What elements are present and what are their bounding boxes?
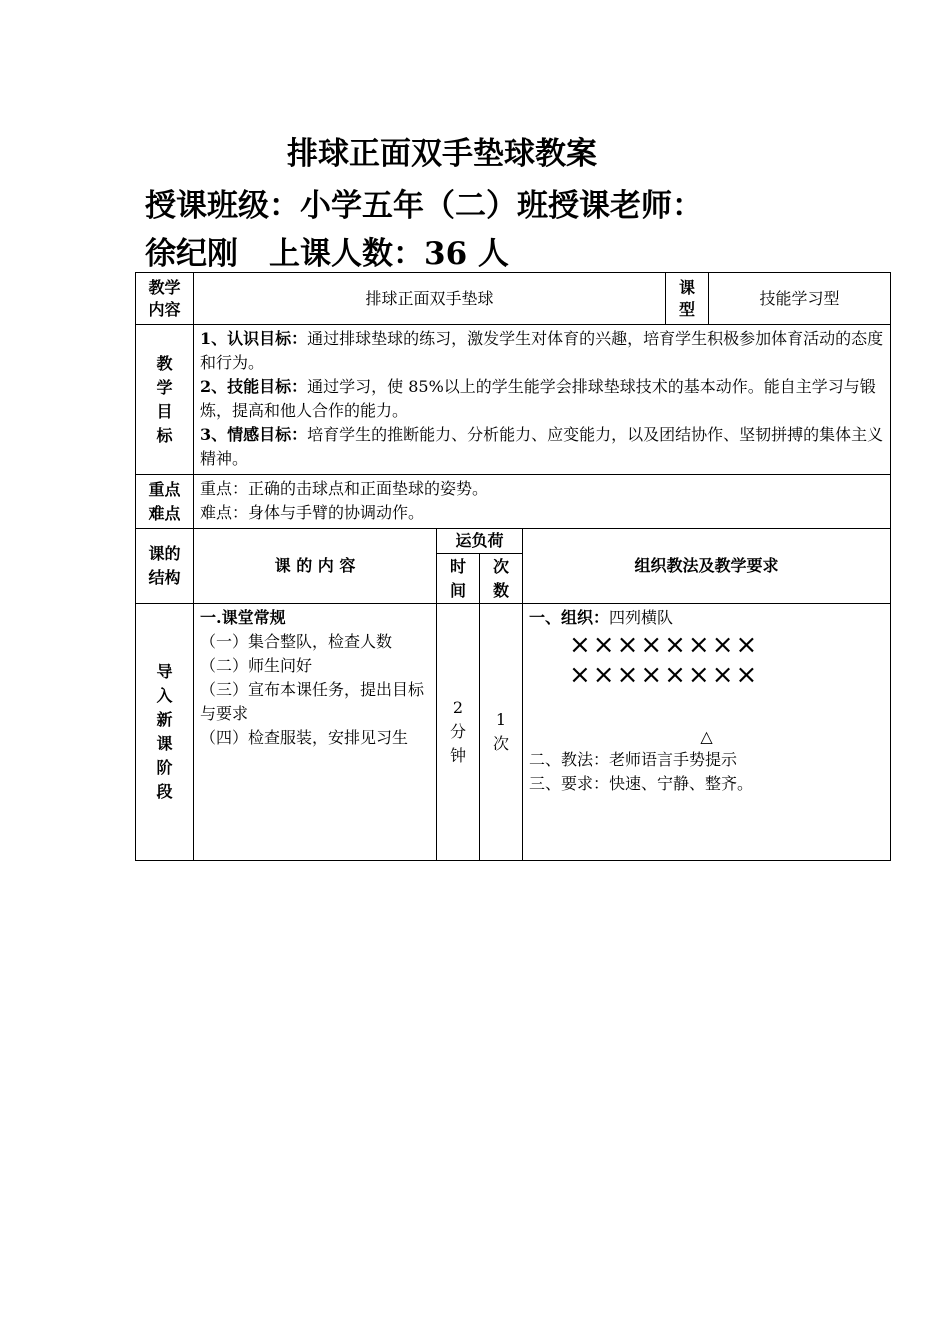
teaching-goals-row <box>136 325 891 475</box>
requirement-line: 三、要求：快速、宁静、整齐。 <box>529 774 754 793</box>
formation-row: ×××××××× <box>569 630 760 660</box>
focus-text: 重点：正确的击球点和正面垫球的姿势。 <box>200 479 489 498</box>
structure-header-row <box>136 529 891 554</box>
load-header: 运负荷 <box>437 529 523 554</box>
goal-item: 3、情感目标：培育学生的推断能力、分析能力、应变能力，以及团结协作、坚韧拼搏的集体主义精神。 <box>200 425 884 468</box>
goal-item: 2、技能目标：通过学习，使 85%以上的学生能学会排球垫球技术的基本动作。能自主学习与锻炼，提高和他人合作的能力。 <box>200 377 876 420</box>
teacher-student-count-info: 徐纪刚 上课人数：36 人 <box>145 236 509 272</box>
method-header: 组织教法及教学要求 <box>523 529 891 604</box>
method-line: 二、教法：老师语言手势提示 <box>529 750 738 769</box>
difficulty-text: 难点：身体与手臂的协调动作。 <box>200 503 425 522</box>
lesson-type-value: 技能学习型 <box>709 273 891 325</box>
key-points-content <box>194 475 891 529</box>
routine-steps: （一）集合整队，检查人数 （二）师生问好 （三）宣布本课任务，提出目标与要求 （四）检查服装，安排见习生 <box>200 632 425 747</box>
class-teacher-info: 授课班级：小学五年（二）班授课老师： <box>145 188 703 224</box>
formation-row: ×××××××× <box>569 660 760 690</box>
page-title: 排球正面双手垫球教案 <box>287 136 597 172</box>
intro-phase-label: 导入新课阶段 <box>136 604 194 861</box>
time-header: 时间 <box>437 554 480 604</box>
teacher-position-icon: △ <box>700 727 713 746</box>
teaching-content-value: 排球正面双手垫球 <box>194 273 666 325</box>
intro-method <box>523 604 891 861</box>
key-points-label: 重点难点 <box>136 475 194 529</box>
content-header: 课 的 内 容 <box>194 529 437 604</box>
intro-content <box>194 604 437 861</box>
lesson-plan-table <box>135 272 891 861</box>
structure-label: 课的结构 <box>136 529 194 604</box>
intro-phase-row <box>136 604 891 861</box>
intro-time: 2分钟 <box>437 604 480 861</box>
goal-item: 1、认识目标：通过排球垫球的练习，激发学生对体育的兴趣，培育学生积极参加体育活动的态度和行为。 <box>200 329 884 372</box>
count-header: 次数 <box>480 554 523 604</box>
teaching-goals-label: 教学目标 <box>136 325 194 475</box>
organization-line: 一、组织：四列横队 <box>529 608 674 627</box>
key-points-row <box>136 475 891 529</box>
teaching-goals-content <box>194 325 891 475</box>
teaching-content-label: 教学内容 <box>136 273 194 325</box>
lesson-type-label: 课型 <box>666 273 709 325</box>
teaching-content-row <box>136 273 891 325</box>
intro-count: 1次 <box>480 604 523 861</box>
routine-title: 一.课堂常规 <box>200 608 286 627</box>
